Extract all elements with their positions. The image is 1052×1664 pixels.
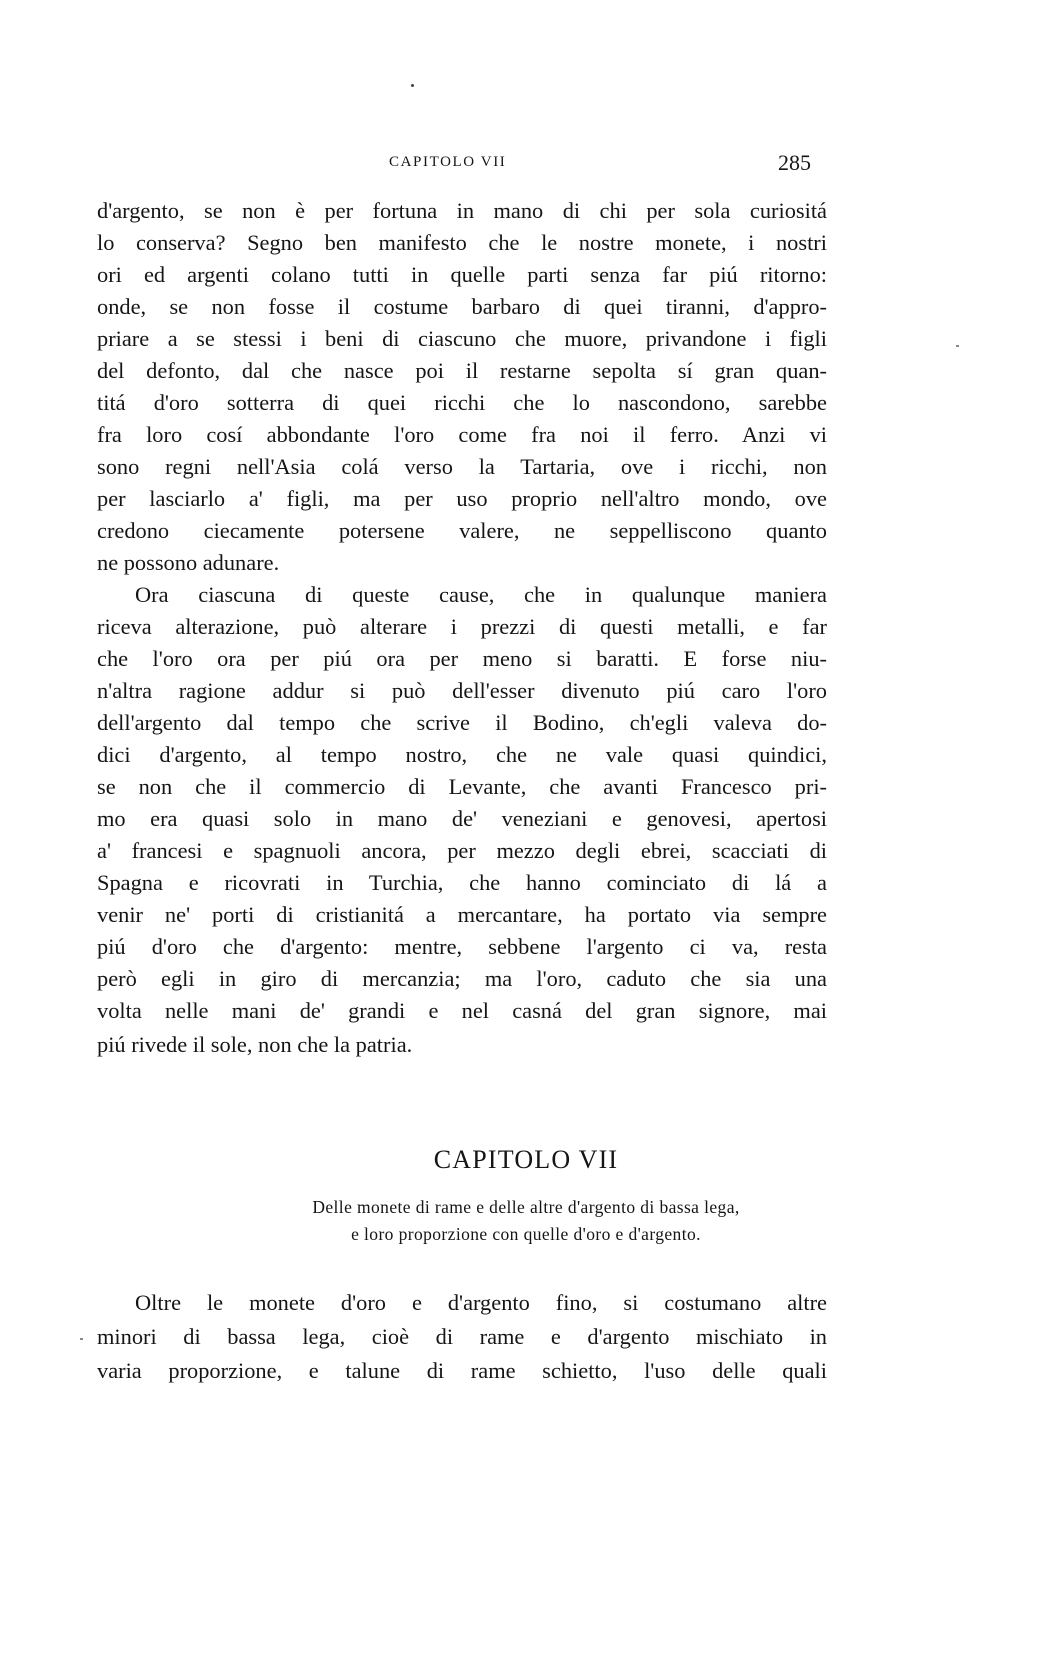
- text-line: sono regni nell'Asia colá verso la Tartaria, ove i ricchi, non: [97, 454, 827, 479]
- text-line: ne possono adunare.: [97, 550, 280, 575]
- text-line: mo era quasi solo in mano de' veneziani e genovesi, apertosi: [97, 806, 827, 831]
- text-line: onde, se non fosse il costume barbaro di quei tiranni, d'appro-: [97, 294, 827, 319]
- text-line: Ora ciascuna di queste cause, che in qualunque maniera: [135, 582, 827, 607]
- margin-mark-left: [80, 1338, 83, 1340]
- text-line: lo conserva? Segno ben manifesto che le nostre monete, i nostri: [97, 230, 827, 255]
- text-line: varia proporzione, e talune di rame schietto, l'uso delle quali: [97, 1358, 827, 1383]
- text-line: per lasciarlo a' figli, ma per uso proprio nell'altro mondo, ove: [97, 486, 827, 511]
- text-line: volta nelle mani de' grandi e nel casná del gran signore, mai: [97, 998, 827, 1023]
- text-line: titá d'oro sotterra di quei ricchi che lo nascondono, sarebbe: [97, 390, 827, 415]
- text-line: ori ed argenti colano tutti in quelle parti senza far piú ritorno:: [97, 262, 827, 287]
- text-line: credono ciecamente potersene valere, ne seppelliscono quanto: [97, 518, 827, 543]
- chapter-subtitle-line: e loro proporzione con quelle d'oro e d'argento.: [351, 1224, 701, 1244]
- text-line: dici d'argento, al tempo nostro, che ne vale quasi quindici,: [97, 742, 827, 767]
- text-line: piú rivede il sole, non che la patria.: [97, 1032, 413, 1057]
- text-line: del defonto, dal che nasce poi il restarne sepolta sí gran quan-: [97, 358, 827, 383]
- running-title: CAPITOLO VII: [389, 154, 507, 170]
- text-line: riceva alterazione, può alterare i prezzi di questi metalli, e far: [97, 614, 827, 639]
- page-number: 285: [778, 150, 811, 175]
- text-line: venir ne' porti di cristianitá a mercantare, ha portato via sempre: [97, 902, 827, 927]
- chapter-heading: CAPITOLO VII: [433, 1145, 619, 1174]
- text-line: fra loro cosí abbondante l'oro come fra noi il ferro. Anzi vi: [97, 422, 827, 447]
- chapter-subtitle-line: Delle monete di rame e delle altre d'argento di bassa lega,: [312, 1197, 740, 1217]
- margin-mark-right: [956, 345, 959, 347]
- text-line: se non che il commercio di Levante, che avanti Francesco pri-: [97, 774, 827, 799]
- text-line: priare a se stessi i beni di ciascuno che muore, privandone i figli: [97, 326, 827, 351]
- stray-mark: [411, 84, 414, 87]
- text-line: minori di bassa lega, cioè di rame e d'argento mischiato in: [97, 1324, 827, 1349]
- text-line: a' francesi e spagnuoli ancora, per mezzo degli ebrei, scacciati di: [97, 838, 827, 863]
- text-line: n'altra ragione addur si può dell'esser divenuto piú caro l'oro: [97, 678, 827, 703]
- text-line: d'argento, se non è per fortuna in mano di chi per sola curiositá: [97, 198, 827, 223]
- text-line: che l'oro ora per piú ora per meno si baratti. E forse niu-: [97, 646, 827, 671]
- text-line: Oltre le monete d'oro e d'argento fino, si costumano altre: [135, 1290, 827, 1315]
- text-line: Spagna e ricovrati in Turchia, che hanno cominciato di lá a: [97, 870, 827, 895]
- text-line: piú d'oro che d'argento: mentre, sebbene l'argento ci va, resta: [97, 934, 827, 959]
- text-line: dell'argento dal tempo che scrive il Bodino, ch'egli valeva do-: [97, 710, 827, 735]
- text-line: però egli in giro di mercanzia; ma l'oro, caduto che sia una: [97, 966, 827, 991]
- running-head: [0, 150, 1052, 180]
